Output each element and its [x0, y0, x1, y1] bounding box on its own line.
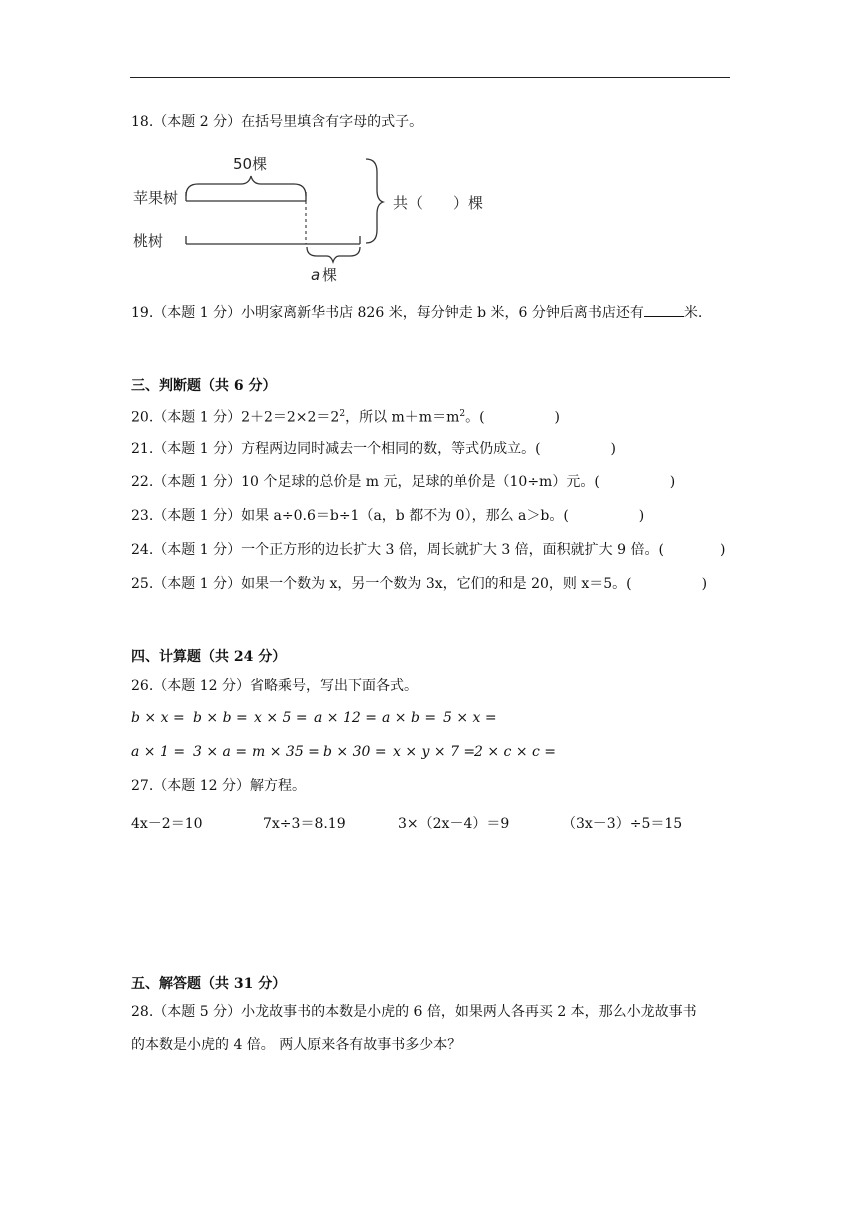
equation-2: 7x÷3＝8.19 — [263, 816, 346, 832]
question-19-text: 19.（本题 1 分）小明家离新华书店 826 米，每分钟走 b 米，6 分钟后离书店还有 — [131, 305, 644, 321]
expr-row2-5: x × y × 7 = — [393, 744, 476, 760]
section-4-title: 四、计算题（共 24 分） — [131, 649, 287, 665]
question-18: 18.（本题 2 分）在括号里填含有字母的式子。 — [131, 114, 424, 130]
equation-3: 3×（2x－4）＝9 — [398, 816, 510, 832]
expr-row2-6: 2 × c × c = — [474, 744, 557, 760]
expr-row1-1: b × x = — [131, 710, 185, 726]
question-23: 23.（本题 1 分）如果 a÷0.6＝b÷1（a，b 都不为 0），那么 a＞b。( ) — [131, 508, 645, 524]
tree-diagram — [131, 148, 511, 288]
expr-row2-4: b × 30 = — [323, 744, 387, 760]
expr-row1-2: b × b = — [193, 710, 248, 726]
a-label: a — [311, 266, 321, 284]
question-20: 20.（本题 1 分）$2+2=2\times 2=2^2$，所以 $m+m=m^2$。( ) — [131, 409, 561, 426]
equation-4: （3x－3）÷5＝15 — [562, 816, 683, 832]
answer-blank[interactable] — [644, 304, 684, 317]
expr-row1-5: a × b = — [382, 710, 437, 726]
expr-row2-2: 3 × a = — [193, 744, 248, 760]
question-19-unit: 米. — [683, 305, 703, 321]
apple-label: 苹果树 — [133, 189, 179, 207]
expr-row2-3: m × 35 = — [252, 744, 320, 760]
a-unit-label: 棵 — [322, 266, 338, 284]
equation-1: 4x－2＝10 — [131, 816, 203, 832]
question-26: 26.（本题 12 分）省略乘号，写出下面各式。 — [131, 678, 418, 694]
peach-label: 桃树 — [133, 232, 164, 250]
question-28-line-1: 28.（本题 5 分）小龙故事书的本数是小虎的 6 倍，如果两人各再买 2 本，那么小龙故事书 — [131, 1004, 697, 1020]
right-brace — [366, 159, 383, 243]
question-25: 25.（本题 1 分）如果一个数为 x，另一个数为 3x，它们的和是 20，则 x＝5。( ) — [131, 576, 708, 592]
question-24: 24.（本题 1 分）一个正方形的边长扩大 3 倍，周长就扩大 3 倍，面积就扩大 9 倍。( ) — [131, 542, 726, 558]
expr-row1-4: a × 12 = — [314, 710, 377, 726]
top-rule — [130, 77, 730, 78]
bottom-brace — [307, 247, 360, 262]
section-5-title: 五、解答题（共 31 分） — [131, 976, 287, 992]
diagram-top-label: 50棵 — [233, 155, 268, 173]
question-22: 22.（本题 1 分）10 个足球的总价是 m 元，足球的单价是（10÷m）元。( ) — [131, 474, 676, 490]
question-28-line-2: 的本数是小虎的 4 倍。 两人原来各有故事书多少本？ — [131, 1037, 462, 1053]
question-27: 27.（本题 12 分）解方程。 — [131, 778, 306, 794]
section-3-title: 三、判断题（共 6 分） — [131, 378, 277, 394]
question-21: 21.（本题 1 分）方程两边同时减去一个相同的数，等式仍成立。( ) — [131, 441, 616, 457]
total-label: 共（ ）棵 — [393, 194, 484, 212]
expr-row1-3: x × 5 = — [254, 710, 308, 726]
expr-row1-6: 5 × x = — [443, 710, 497, 726]
top-brace — [186, 176, 306, 196]
question-19 — [131, 304, 702, 322]
expr-row2-1: a × 1 = — [131, 744, 186, 760]
